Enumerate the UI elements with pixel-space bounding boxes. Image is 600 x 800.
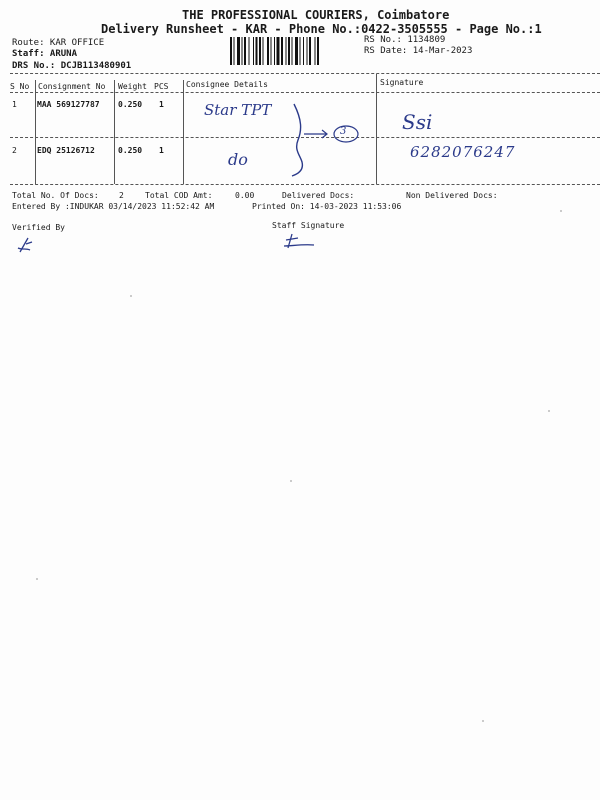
rs-date: RS Date: 14-Mar-2023 [364,46,473,56]
header-consignment: Consignment No [38,82,106,91]
header-signature: Signature [380,78,424,87]
row1-consignee-handwriting: Star TPT [204,101,272,119]
non-delivered-docs-label: Non Delivered Docs: [406,191,498,200]
row1-sno: 1 [12,100,17,109]
delivered-docs-label: Delivered Docs: [282,191,355,200]
scan-speck [36,578,38,580]
total-docs-value: 2 [119,191,124,200]
col-divider [376,74,377,184]
route-label: Route: KAR OFFICE [12,38,105,48]
header-sno: S No [10,82,30,91]
row2-consignee-handwriting: do [228,150,248,169]
scan-speck [130,295,132,297]
row2-weight: 0.250 [118,146,143,155]
row1-pcs: 1 [159,100,164,109]
staff-signature-label: Staff Signature [272,221,345,230]
table-top-rule [10,73,600,74]
row2-pcs: 1 [159,146,164,155]
printed-on: Printed On: 14-03-2023 11:53:06 [252,202,402,211]
header-weight: Weight [118,82,147,91]
bracket-annotation [280,100,370,180]
col-divider [114,80,115,184]
verified-signature-mark [16,234,36,256]
col-divider [35,80,36,184]
row2-sno: 2 [12,146,17,155]
total-docs-label: Total No. Of Docs: [12,191,99,200]
total-cod-value: 0.00 [235,191,255,200]
staff-label: Staff: ARUNA [12,49,78,59]
scan-speck [482,720,484,722]
table-header-rule [10,92,600,93]
scan-speck [548,410,550,412]
runsheet-title: Delivery Runsheet - KAR - Phone No.:0422-3505555 - Page No.:1 [101,22,542,36]
total-cod-label: Total COD Amt: [145,191,213,200]
col-divider [183,80,184,184]
row2-signature-handwriting: 6282076247 [410,143,516,161]
row1-signature-handwriting: Ssi [402,110,433,134]
company-name: THE PROFESSIONAL COURIERS, Coimbatore [182,8,450,22]
row1-consignment: MAA 569127787 [37,100,100,109]
drs-number: DRS No.: DCJB113480901 [12,61,132,71]
circled-count-note: 3 [340,126,347,137]
verified-by-label: Verified By [12,223,65,232]
barcode [230,37,358,65]
rs-number: RS No.: 1134809 [364,35,446,45]
table-bottom-rule [10,184,600,185]
entered-by: Entered By :INDUKAR 03/14/2023 11:52:42 AM [12,202,215,211]
scan-speck [290,480,292,482]
row2-consignment: EDQ 25126712 [37,146,95,155]
staff-signature-mark [282,232,318,252]
row1-weight: 0.250 [118,100,143,109]
scan-speck [560,210,562,212]
header-consignee: Consignee Details [186,80,268,89]
header-pcs: PCS [154,82,169,91]
